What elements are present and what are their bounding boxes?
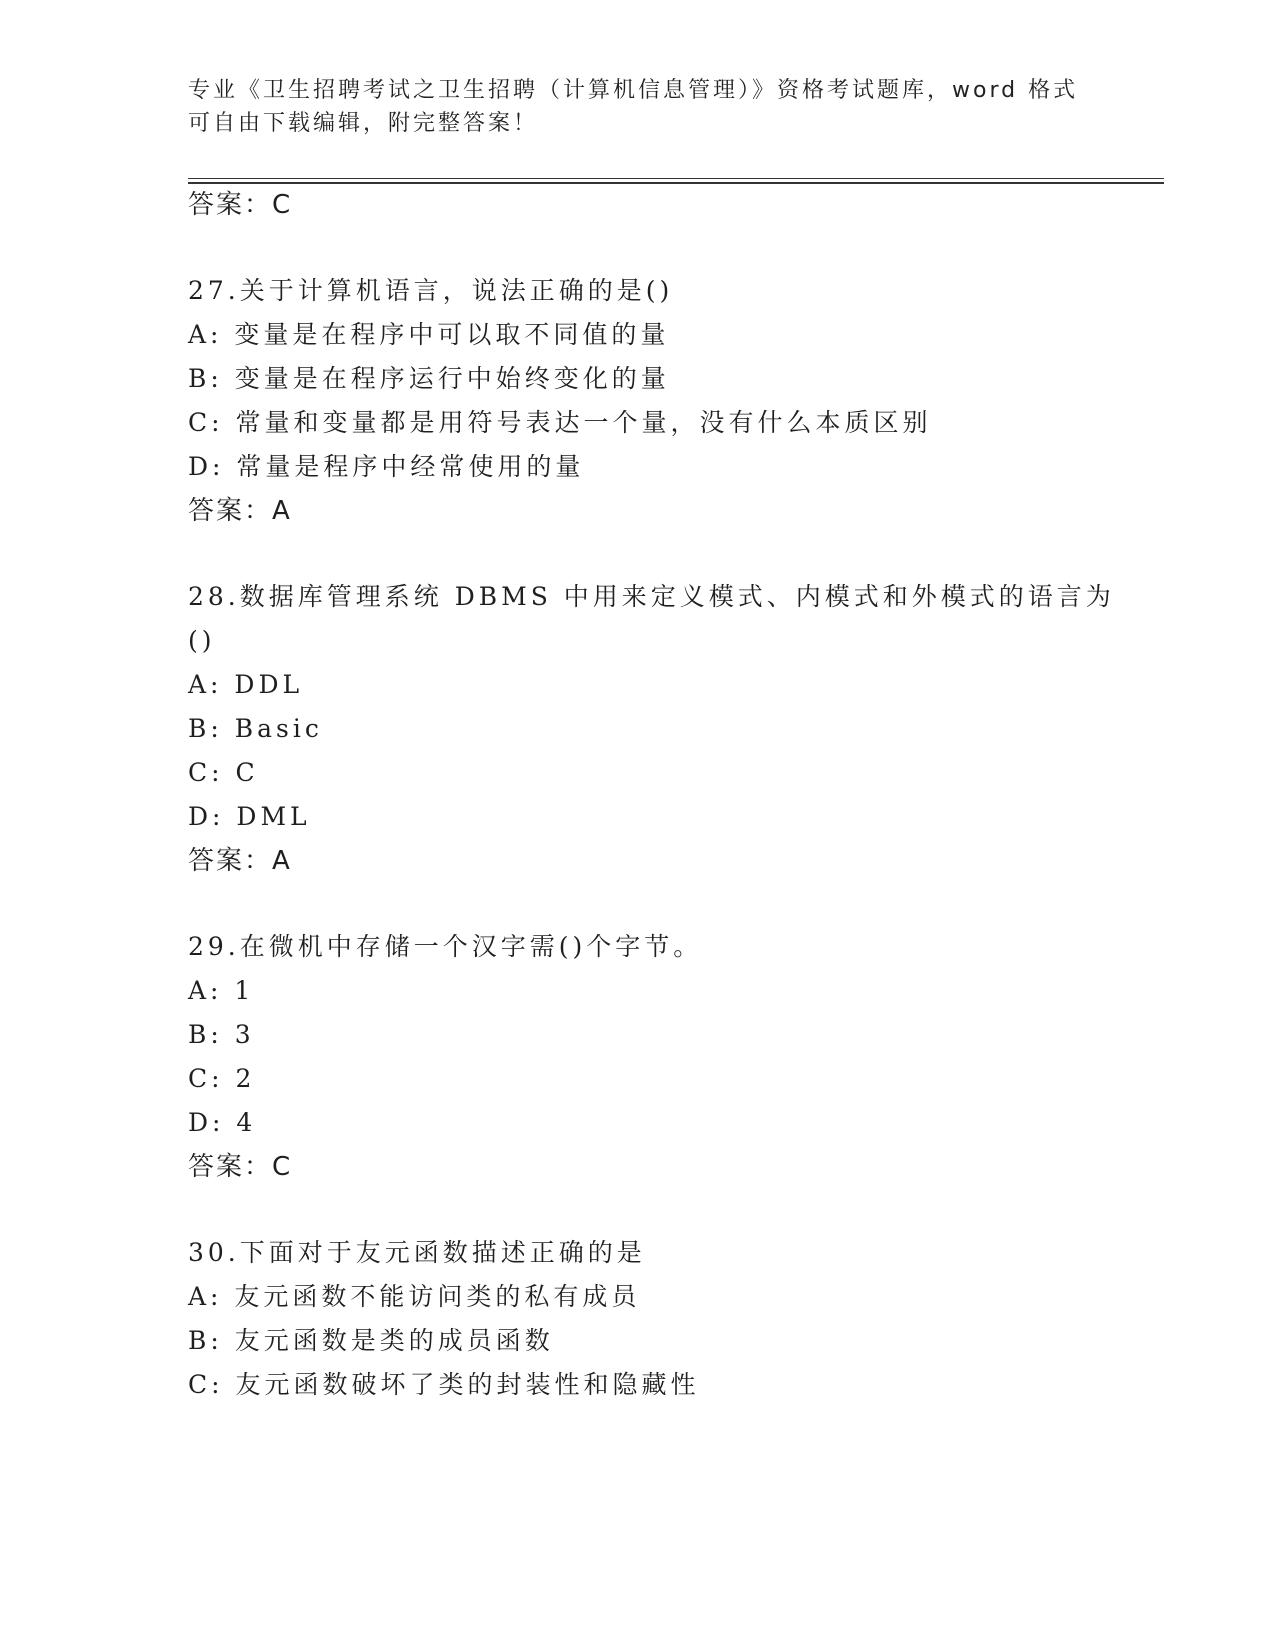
question-28-option-b: B: Basic bbox=[188, 714, 323, 743]
question-28-option-c: C: C bbox=[188, 758, 259, 787]
question-30-option-b: B: 友元函数是类的成员函数 bbox=[188, 1326, 554, 1355]
question-28-option-a: A: DDL bbox=[188, 670, 304, 699]
question-27-stem: 27.关于计算机语言，说法正确的是() bbox=[188, 276, 674, 305]
header-divider-thin bbox=[188, 178, 1164, 179]
question-29-option-c: C: 2 bbox=[188, 1064, 256, 1093]
question-27-option-b: B: 变量是在程序运行中始终变化的量 bbox=[188, 364, 670, 393]
question-28-stem: 28.数据库管理系统 DBMS 中用来定义模式、内模式和外模式的语言为 bbox=[188, 582, 1115, 611]
question-30-option-c: C: 友元函数破坏了类的封装性和隐藏性 bbox=[188, 1370, 700, 1399]
document-header bbox=[188, 74, 1079, 140]
question-29-option-b: B: 3 bbox=[188, 1020, 255, 1049]
question-28-option-d: D: DML bbox=[188, 802, 311, 831]
question-29-option-a: A: 1 bbox=[188, 976, 255, 1005]
question-30-option-a: A: 友元函数不能访问类的私有成员 bbox=[188, 1282, 641, 1311]
header-line-1: 专业《卫生招聘考试之卫生招聘（计算机信息管理）》资格考试题库，word 格式 bbox=[188, 78, 1079, 103]
header-line-2: 可自由下载编辑，附完整答案！ bbox=[188, 111, 539, 136]
question-29-option-d: D: 4 bbox=[188, 1108, 257, 1137]
question-28-stem-continued: () bbox=[188, 626, 216, 655]
question-28-answer: 答案：A bbox=[188, 846, 292, 876]
question-27-answer: 答案：A bbox=[188, 496, 292, 526]
question-29-stem: 29.在微机中存储一个汉字需()个字节。 bbox=[188, 932, 703, 961]
header-divider-thick bbox=[188, 182, 1164, 184]
question-29-answer: 答案：C bbox=[188, 1152, 293, 1182]
answer-line: 答案：C bbox=[188, 190, 293, 220]
question-27-option-c: C: 常量和变量都是用符号表达一个量，没有什么本质区别 bbox=[188, 408, 932, 437]
question-27-option-a: A: 变量是在程序中可以取不同值的量 bbox=[188, 320, 670, 349]
question-30-stem: 30.下面对于友元函数描述正确的是 bbox=[188, 1238, 646, 1267]
question-27-option-d: D: 常量是程序中经常使用的量 bbox=[188, 452, 585, 481]
